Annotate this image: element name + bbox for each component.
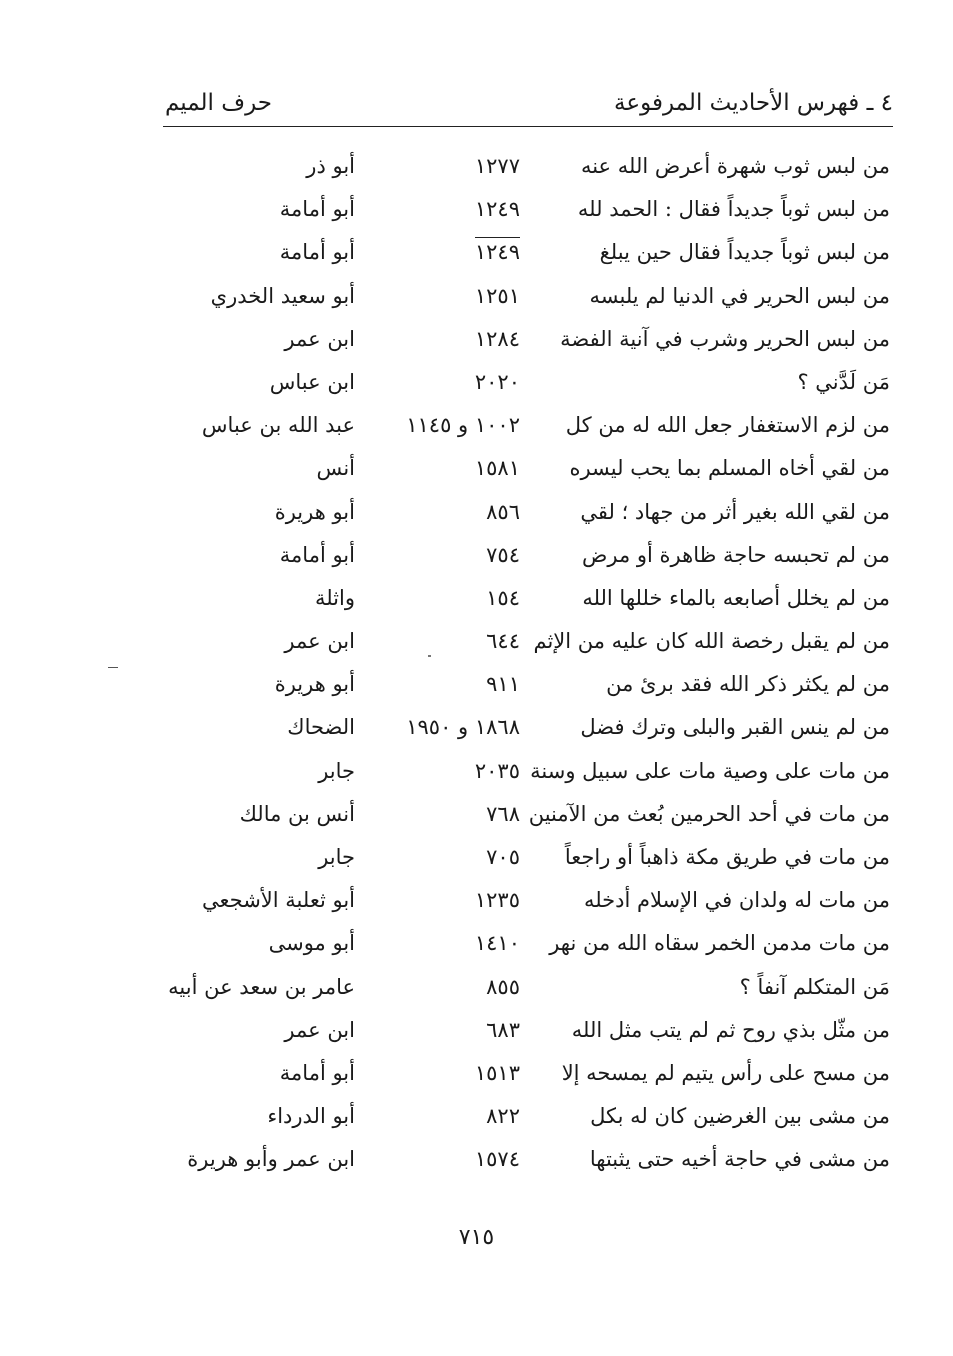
narrator: أبو هريرة: [274, 499, 355, 524]
narrator: أنس: [316, 456, 355, 481]
narrator: عامر بن سعد عن أبيه: [168, 974, 355, 999]
hadith-number: ١٥٨١: [474, 456, 520, 481]
hadith-text: من لم تحبسه حاجة ظاهرة أو مرض: [582, 542, 890, 567]
narrator: أبو سعيد الخدري: [210, 283, 355, 308]
hadith-text: من مات في طريق مكة ذاهباً أو راجعاً: [564, 845, 890, 869]
narrator: أبو ثعلبة الأشجعي: [202, 888, 355, 913]
hadith-text: من لبس الحرير في الدنيا لم يلبسه: [589, 283, 890, 308]
hadith-number: ١٢٣٥: [474, 888, 520, 913]
index-row: [0, 236, 953, 279]
hadith-number: ١٥٤: [486, 585, 520, 610]
hadith-text: من لقي أخاه المسلم بما يحب ليسره: [569, 456, 890, 481]
narrator: أبو الدرداء: [267, 1104, 355, 1129]
hadith-text: من لم يخلل أصابعه بالماء خللها الله: [582, 585, 890, 610]
index-row: [0, 366, 953, 409]
hadith-number: ٨٥٥: [486, 974, 520, 999]
hadith-text: من مسح على رأس يتيم لم يمسحه إلا: [561, 1060, 890, 1085]
index-row: [0, 452, 953, 495]
hadith-number: ٧٠٥: [486, 845, 520, 869]
narrator: أبو أمامة: [279, 542, 355, 567]
index-row: [0, 927, 953, 970]
hadith-number: ٦٤٤: [486, 629, 520, 654]
hadith-text: من لم يكثر ذكر الله فقد برئ من: [606, 672, 890, 697]
hadith-number: ٧٦٨: [486, 801, 520, 826]
index-row: [0, 150, 953, 193]
hadith-text: من لزم الاستغفار جعل الله له من كل: [565, 413, 890, 438]
index-row: [0, 1100, 953, 1143]
narrator: أبو أمامة: [279, 240, 355, 265]
narrator: أبو أمامة: [279, 1060, 355, 1085]
index-row: [0, 711, 953, 754]
index-row: [0, 755, 953, 798]
hadith-number: ١٢٧٧: [474, 154, 520, 178]
hadith-text: من مات مدمن الخمر سقاه الله من نهر: [549, 931, 890, 956]
narrator: أبو أمامة: [279, 197, 355, 222]
narrator: ابن عباس: [269, 369, 355, 394]
narrator: أنس بن مالك: [239, 801, 355, 826]
hadith-number: ٦٨٣: [486, 1017, 520, 1042]
narrator: واثلة: [314, 585, 355, 610]
page-number: ٧١٥: [458, 1225, 495, 1250]
hadith-text: من لم ينس القبر والبلى وترك فضل: [580, 715, 890, 740]
hadith-number: ١٨٦٨ و ١٩٥٠: [406, 715, 520, 740]
hadith-text: من لبس الحرير وشرب في آنية الفضة: [560, 326, 890, 351]
hadith-text: من مات له ولدان في الإسلام أدخله: [583, 888, 890, 913]
hadith-number-overlined: ١٢٤٩: [475, 237, 520, 264]
hadith-number: ١٢٥١: [474, 283, 520, 308]
index-row: [0, 539, 953, 582]
index-row: [0, 193, 953, 236]
narrator: ابن عمر: [284, 629, 355, 654]
hadith-number: ٨٢٢: [486, 1104, 520, 1129]
index-row: [0, 1014, 953, 1057]
hadith-number: ١٠٠٢ و ١١٤٥: [406, 413, 520, 438]
index-row: [0, 798, 953, 841]
index-row: [0, 841, 953, 884]
narrator: الضحاك: [287, 715, 355, 740]
hadith-text: مَن لَدَّني ؟: [797, 369, 890, 394]
hadith-text: مَن المتكلم آنفاً ؟: [739, 974, 890, 999]
hadith-text: من مات في أحد الحرمين بُعث من الآمنين: [528, 801, 890, 826]
narrator: عبد الله بن عباس: [201, 413, 355, 438]
narrator: أبو موسى: [268, 931, 355, 956]
index-row: [0, 409, 953, 452]
hadith-text: من مات على وصية مات على سبيل وسنة: [530, 758, 890, 783]
narrator: جابر: [318, 758, 355, 783]
hadith-text: من لم يقبل رخصة الله كان عليه من الإثم: [533, 629, 890, 654]
hadith-number: [370, 240, 520, 264]
margin-mark: [108, 667, 118, 668]
index-row: [0, 1143, 953, 1186]
index-row: [0, 280, 953, 323]
index-row: [0, 582, 953, 625]
hadith-number: ١٥١٣: [474, 1060, 520, 1085]
hadith-number: ٢٠٢٠: [474, 369, 520, 394]
narrator: أبو هريرة: [274, 672, 355, 697]
index-row: [0, 323, 953, 366]
hadith-text: من مشى في حاجة أخيه حتى يثبتها: [589, 1147, 890, 1172]
chapter-title: حرف الميم: [165, 90, 273, 116]
index-row: [0, 668, 953, 711]
narrator: جابر: [318, 845, 355, 869]
hadith-index-list: [0, 150, 953, 1187]
hadith-number: ٢٠٣٥: [474, 758, 520, 783]
hadith-text: من لبس ثوب شهرة أعرض الله عنه: [580, 154, 890, 178]
hadith-text: من مشى بين الغرضين كان له بكل: [590, 1104, 890, 1129]
hadith-text: من مثّل بذي روح ثم لم يتب مثل الله: [571, 1017, 890, 1042]
hadith-number: ٨٥٦: [486, 499, 520, 524]
print-speck: [428, 655, 431, 657]
index-row: [0, 496, 953, 539]
index-row: [0, 884, 953, 927]
hadith-number: ١٤١٠: [474, 931, 520, 956]
hadith-number: ١٢٤٩: [474, 197, 520, 222]
index-row: [0, 1057, 953, 1100]
narrator: ابن عمر: [284, 1017, 355, 1042]
hadith-text: من لقي الله بغير أثر من جهاد ؛ لقي: [580, 499, 890, 524]
index-row: [0, 625, 953, 668]
hadith-number: ١٢٨٤: [474, 326, 520, 351]
hadith-number: ٧٥٤: [486, 542, 520, 567]
narrator: ابن عمر: [284, 326, 355, 351]
hadith-number: ٩١١: [486, 672, 520, 697]
running-header: [163, 90, 893, 127]
narrator: ابن عمر وأبو هريرة: [187, 1147, 355, 1172]
hadith-text: من لبس ثوباً جديداً فقال حين يبلغ: [599, 240, 890, 265]
hadith-number: ١٥٧٤: [474, 1147, 520, 1172]
narrator: أبو ذر: [306, 154, 355, 178]
section-title: ٤ ـ فهرس الأحاديث المرفوعة: [614, 90, 893, 116]
index-row: [0, 971, 953, 1014]
hadith-text: من لبس ثوباً جديداً فقال : الحمد لله: [577, 197, 890, 222]
